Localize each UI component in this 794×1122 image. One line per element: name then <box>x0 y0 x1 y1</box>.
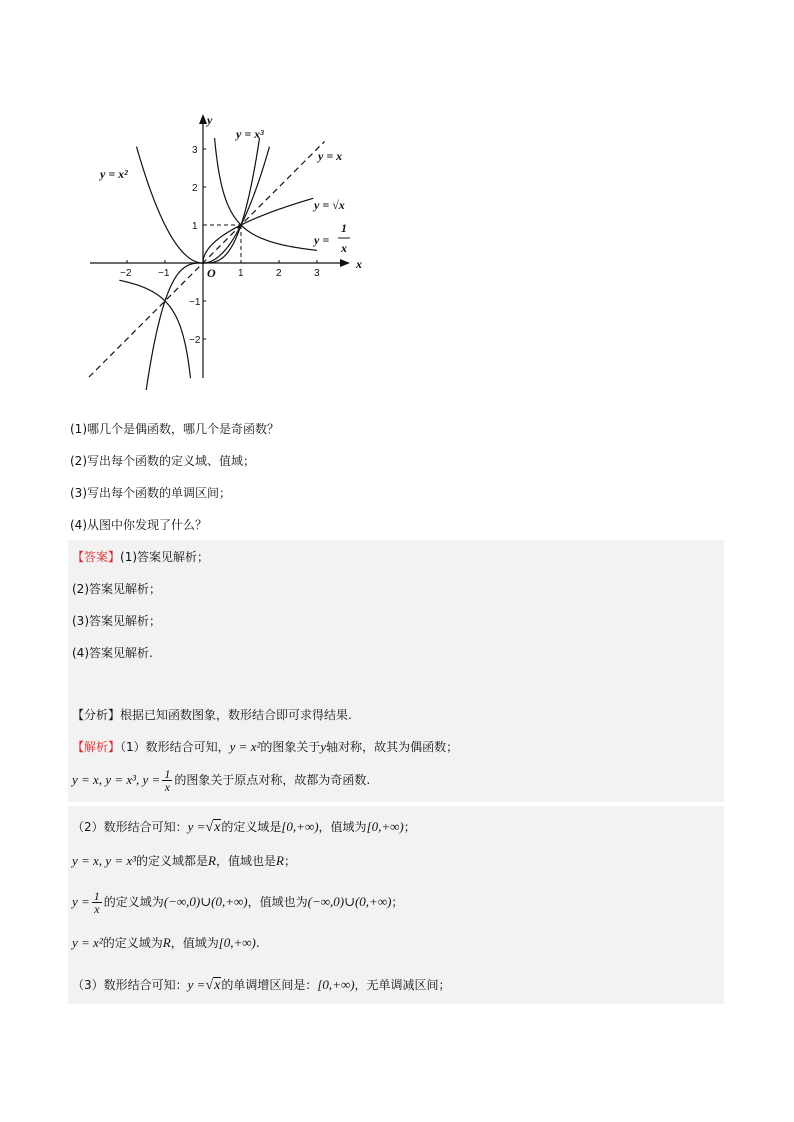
solution-line-7 <box>72 976 451 995</box>
y-tick-label: −1 <box>189 297 201 308</box>
answer-item: (4)答案见解析. <box>72 646 153 660</box>
solution-text: ，值域为 <box>318 820 367 834</box>
math-y-eq: y = <box>187 977 206 992</box>
math-y-equals-x2: y = x² <box>229 739 261 754</box>
curve-y-equals-sqrt-x <box>203 198 313 263</box>
math-fraction-1-over-x <box>92 890 102 915</box>
origin-label: O <box>207 266 216 280</box>
math-interval: [0,+∞) <box>281 819 319 834</box>
analysis-text: 根据已知函数图象，数形结合即可求得结果. <box>120 708 352 722</box>
math-interval: [0,+∞) <box>317 977 355 992</box>
math-R: R <box>162 935 171 950</box>
y-tick-label: 1 <box>192 221 198 232</box>
solution-text: 的定义域为 <box>102 936 163 950</box>
math-fraction-1-over-x <box>162 768 172 793</box>
solution-text: （2）数形结合可知： <box>72 820 188 834</box>
label-y-equals-x: y = x <box>318 149 343 163</box>
solution-line-4 <box>72 852 296 870</box>
x-tick-label: 2 <box>276 268 282 279</box>
function-graph-svg <box>86 110 376 390</box>
x-tick-label: 1 <box>238 268 244 279</box>
fraction-denominator: x <box>94 902 100 916</box>
sqrt-radicand: x <box>214 978 221 993</box>
answer-line-1 <box>72 548 209 566</box>
solution-text: 的定义域是 <box>221 820 282 834</box>
analysis-line <box>72 706 352 724</box>
solution-line-3 <box>72 818 416 837</box>
curve-y-equals-1-over-x-positive <box>214 136 317 250</box>
math-union-interval: (−∞,0)∪(0,+∞) <box>163 894 248 909</box>
solution-text: 轴对称，故其为偶函数； <box>326 740 459 754</box>
math-y: y <box>320 739 327 754</box>
math-sqrt-x: √x <box>205 820 221 835</box>
solution-text: ，值域也为 <box>247 895 308 909</box>
label-recip-denominator: x <box>341 241 347 255</box>
math-R: R <box>276 853 284 868</box>
x-axis-label: x <box>356 257 362 271</box>
solution-text: （1）数形结合可知， <box>120 740 230 754</box>
math-odd-functions: y = x, y = x³, y = <box>72 772 161 787</box>
fraction-numerator: 1 <box>93 889 100 903</box>
y-tick-label: 3 <box>192 145 198 156</box>
solution-text: ； <box>391 895 404 909</box>
y-axis-arrow <box>199 114 207 124</box>
label-y-equals-x-squared: y = x² <box>100 167 128 181</box>
solution-text: 的定义域为 <box>103 895 164 909</box>
answer-item: (1)答案见解析； <box>120 550 210 564</box>
math-R: R <box>208 853 216 868</box>
math-interval: [0,+∞) <box>366 819 404 834</box>
math-interval: [0,+∞) <box>218 935 256 950</box>
math-sqrt-x: √x <box>205 978 221 993</box>
question-4: (4)从图中你发现了什么？ <box>70 518 207 532</box>
solution-text: 的图象关于原点对称，故都为奇函数. <box>174 773 371 787</box>
math-union-interval: (−∞,0)∪(0,+∞) <box>307 894 392 909</box>
fraction-denominator: x <box>164 780 170 794</box>
solution-text: ，无单调减区间； <box>354 978 451 992</box>
math-y-eq: y = <box>72 894 90 909</box>
question-3: (3)写出每个函数的单调区间； <box>70 486 231 500</box>
solution-tag: 【解析】 <box>72 740 121 754</box>
label-y-equals-x-cubed: y = x³ <box>236 127 264 141</box>
fraction-numerator: 1 <box>164 767 171 781</box>
solution-text: ； <box>283 854 296 868</box>
sqrt-radicand: x <box>214 820 221 835</box>
math-y-eq: y = <box>187 819 206 834</box>
solution-text: . <box>255 936 260 950</box>
math-odd-functions: y = x, y = x³ <box>72 853 137 868</box>
function-graph-figure <box>86 110 376 390</box>
solution-text: 的图象关于 <box>260 740 321 754</box>
label-y-equals-1-over-x: y = <box>314 233 330 247</box>
x-axis-arrow <box>340 259 350 267</box>
label-recip-numerator: 1 <box>341 221 347 235</box>
x-tick-label: −2 <box>120 268 132 279</box>
y-tick-label: 2 <box>192 183 198 194</box>
y-tick-label: −2 <box>189 335 201 346</box>
question-2: (2)写出每个函数的定义域、值域； <box>70 454 255 468</box>
solution-line-6 <box>72 934 260 952</box>
answer-item: (2)答案见解析； <box>72 582 161 596</box>
math-y-equals-x2: y = x² <box>72 935 103 950</box>
solution-text: ； <box>403 820 416 834</box>
solution-line-2 <box>72 768 370 793</box>
solution-line-1 <box>72 738 458 756</box>
solution-line-5 <box>72 890 403 915</box>
label-y-equals-sqrt-x: y = √x <box>314 198 345 212</box>
question-1: (1)哪几个是偶函数，哪几个是奇函数？ <box>70 422 279 436</box>
solution-text: 的定义域都是 <box>136 854 209 868</box>
analysis-tag: 【分析】 <box>72 708 121 722</box>
x-tick-label: 3 <box>314 268 320 279</box>
solution-text: ，值域也是 <box>216 854 277 868</box>
answer-item: (3)答案见解析； <box>72 614 161 628</box>
solution-text: 的单调增区间是： <box>221 978 318 992</box>
answer-tag: 【答案】 <box>72 550 121 564</box>
solution-text: ，值域为 <box>170 936 219 950</box>
x-tick-label: −1 <box>158 268 170 279</box>
curve-y-equals-1-over-x-negative <box>119 280 190 378</box>
y-axis-label: y <box>207 113 213 127</box>
solution-text: （3）数形结合可知： <box>72 978 188 992</box>
answer-panel <box>68 540 724 802</box>
